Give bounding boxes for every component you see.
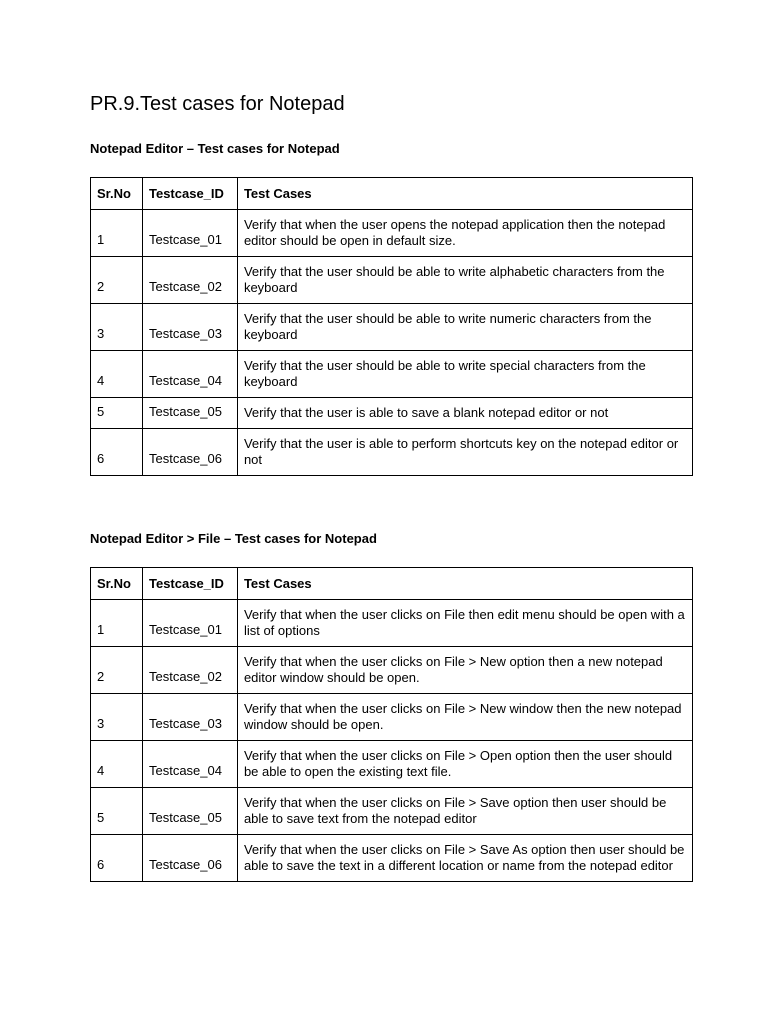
cell-test-case: Verify that the user should be able to write special characters from the keyboard (237, 351, 692, 398)
cell-testcase-id: Testcase_05 (142, 398, 237, 429)
cell-sr-no: 5 (91, 788, 143, 835)
table-header-row (91, 178, 693, 210)
page-title: PR.9.Test cases for Notepad (90, 93, 345, 115)
table-row (91, 429, 693, 476)
table-row (91, 741, 693, 788)
table-row (91, 398, 693, 429)
column-header-test-cases: Test Cases (237, 178, 692, 210)
cell-sr-no: 6 (91, 835, 143, 882)
cell-test-case: Verify that the user is able to save a blank notepad editor or not (237, 398, 692, 429)
cell-sr-no: 5 (91, 398, 143, 429)
cell-testcase-id: Testcase_01 (142, 600, 237, 647)
table-row (91, 210, 693, 257)
cell-test-case: Verify that when the user clicks on File > New option then a new notepad editor window should be open. (237, 647, 692, 694)
column-header-sr-no: Sr.No (91, 178, 143, 210)
test-cases-table-notepad-file (90, 567, 693, 882)
cell-test-case: Verify that when the user clicks on File then edit menu should be open with a list of options (237, 600, 692, 647)
column-header-sr-no: Sr.No (91, 568, 143, 600)
cell-test-case: Verify that the user should be able to write alphabetic characters from the keyboard (237, 257, 692, 304)
cell-testcase-id: Testcase_04 (142, 351, 237, 398)
cell-testcase-id: Testcase_02 (142, 647, 237, 694)
cell-test-case: Verify that when the user opens the notepad application then the notepad editor should be open in default size. (237, 210, 692, 257)
cell-sr-no: 4 (91, 741, 143, 788)
column-header-test-cases: Test Cases (237, 568, 692, 600)
cell-sr-no: 3 (91, 694, 143, 741)
table-row (91, 257, 693, 304)
cell-testcase-id: Testcase_05 (142, 788, 237, 835)
cell-sr-no: 1 (91, 210, 143, 257)
table-row (91, 304, 693, 351)
cell-sr-no: 4 (91, 351, 143, 398)
section-heading-notepad-editor-file: Notepad Editor > File – Test cases for Notepad (90, 531, 377, 546)
cell-testcase-id: Testcase_03 (142, 304, 237, 351)
table-row (91, 788, 693, 835)
section-heading-notepad-editor: Notepad Editor – Test cases for Notepad (90, 141, 340, 156)
table-row (91, 600, 693, 647)
table-row (91, 647, 693, 694)
cell-testcase-id: Testcase_04 (142, 741, 237, 788)
cell-test-case: Verify that when the user clicks on File > Save option then user should be able to save text from the notepad editor (237, 788, 692, 835)
cell-testcase-id: Testcase_03 (142, 694, 237, 741)
cell-test-case: Verify that when the user clicks on File > New window then the new notepad window should be open. (237, 694, 692, 741)
column-header-testcase-id: Testcase_ID (142, 178, 237, 210)
column-header-testcase-id: Testcase_ID (142, 568, 237, 600)
cell-test-case: Verify that the user should be able to write numeric characters from the keyboard (237, 304, 692, 351)
cell-sr-no: 2 (91, 257, 143, 304)
cell-test-case: Verify that the user is able to perform shortcuts key on the notepad editor or not (237, 429, 692, 476)
cell-sr-no: 3 (91, 304, 143, 351)
table-header-row (91, 568, 693, 600)
cell-testcase-id: Testcase_02 (142, 257, 237, 304)
cell-testcase-id: Testcase_06 (142, 429, 237, 476)
cell-testcase-id: Testcase_06 (142, 835, 237, 882)
table-row (91, 351, 693, 398)
cell-test-case: Verify that when the user clicks on File > Save As option then user should be able to save the text in a different location or name from the notepad editor (237, 835, 692, 882)
table-row (91, 694, 693, 741)
cell-sr-no: 2 (91, 647, 143, 694)
cell-testcase-id: Testcase_01 (142, 210, 237, 257)
cell-sr-no: 6 (91, 429, 143, 476)
cell-test-case: Verify that when the user clicks on File > Open option then the user should be able to open the existing text file. (237, 741, 692, 788)
test-cases-table-notepad-editor (90, 177, 693, 476)
cell-sr-no: 1 (91, 600, 143, 647)
table-row (91, 835, 693, 882)
